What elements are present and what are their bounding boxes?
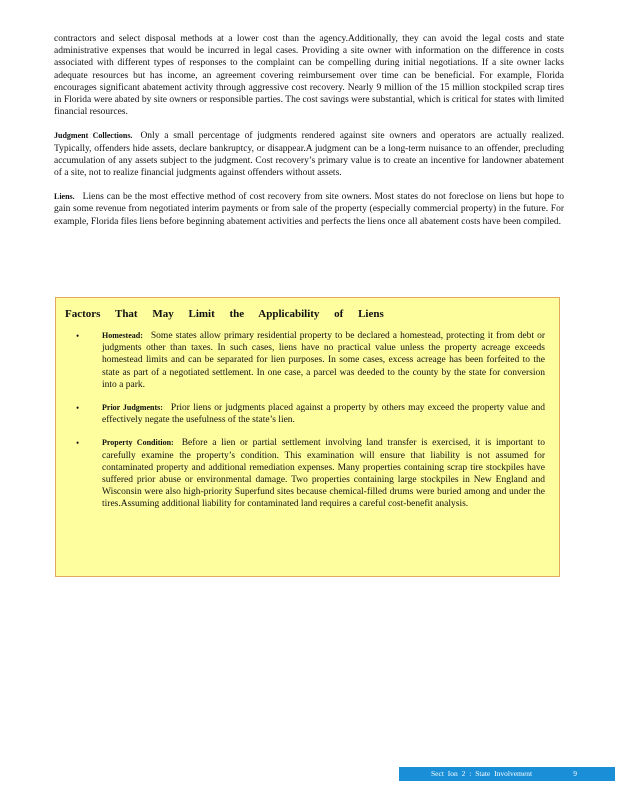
list-item-prior-judgments <box>56 402 559 426</box>
bullet-icon: • <box>76 438 80 449</box>
factors-list <box>56 330 559 522</box>
paragraph-cost-savings: contractors and select disposal methods at a lower cost than the agency.Additionally, they can avoid the legal costs and state administrative expenses that would be incurred in legal cases. Providing a site owner with information on the difference in costs associated with different types of responses to the complaint can be compelling during initial negotiations. If a site owner lacks adequate resources but has income, an agreement covering reimbursement over time can be beneficial. For example, Florida encourages significant abatement activity through aggressive cost recovery. Nearly 9 million of the 15 million stockpiled scrap tires in Florida were abated by site owners or responsible parties. The cost savings were substantial, which is critical for states with limited financial resources. <box>54 34 564 118</box>
prior-judgments-heading: Prior Judgments: <box>102 403 163 413</box>
homestead-text: Some states allow primary residential property to be declared a homestead, protecting it from debt or judgments other than taxes. In such cases, liens have no practical value unless the property acreage exceeds homestead limits and can be separated for lien purposes. In some cases, excess acreage has been forfeited to the state as part of a negotiated settlement. In one case, a parcel was deeded to the county by the state for conversion into a park. <box>102 331 545 390</box>
page-footer <box>399 767 615 781</box>
liens-text: Liens can be the most effective method of cost recovery from site owners. Most states do not foreclose on liens but hope to gain some revenue from negotiated interim payments or from sale of the property (especially commercial property) in the future. For example, Florida files liens before beginning abatement activities and perfects the liens once all abatement costs have been compiled. <box>54 192 564 227</box>
sidebar-title: Factors That May Limit the Applicability of Liens <box>65 308 384 320</box>
prior-judgments-text: Prior liens or judgments placed against a property by others may exceed the property value and effectively negate the usefulness of the state’s lien. <box>102 403 545 426</box>
liens-factors-sidebar <box>55 297 560 577</box>
homestead-heading: Homestead: <box>102 331 143 340</box>
bullet-icon: • <box>76 403 80 414</box>
footer-section-title: Sect Ion 2 : State Involvement <box>431 769 533 778</box>
list-item-property-condition <box>56 437 559 510</box>
bullet-icon: • <box>76 331 80 341</box>
property-condition-text: Before a lien or partial settlement involving land transfer is exercised, it is important to carefully examine the property’s condition. This examination will ensure that liability is not assumed for contaminated property and additional remediation expenses. Many properties containing scrap tire stockpiles have suffered prior abuse or environmental damage. Two properties containing large stockpiles in New England and Wisconsin were also high-priority Superfund sites because chemical-filled drums were buried among and under the tires.Assuming additional liability for contaminated land requires a careful cost-benefit analysis. <box>102 438 546 510</box>
judgment-collections-text: Only a small percentage of judgments rendered against site owners and operators are actually realized. Typically, offenders hide assets, declare bankruptcy, or disappear.A judgment can be a long-term nuisance to an offender, precluding accumulation of any assets subject to the judgment. Cost recovery’s primary value is to create an incentive for landowner abatement of a site, not to realize financial judgments against offenders without assets. <box>54 131 565 179</box>
liens-heading: Liens. <box>54 192 75 202</box>
paragraph-liens <box>54 191 564 228</box>
list-item-homestead <box>56 330 559 391</box>
property-condition-heading: Property Condition: <box>102 438 174 448</box>
paragraph-judgment-collections <box>54 130 564 179</box>
main-text <box>54 33 564 228</box>
page-number: 9 <box>573 769 577 778</box>
judgment-collections-heading: Judgment Collections. <box>54 131 133 141</box>
